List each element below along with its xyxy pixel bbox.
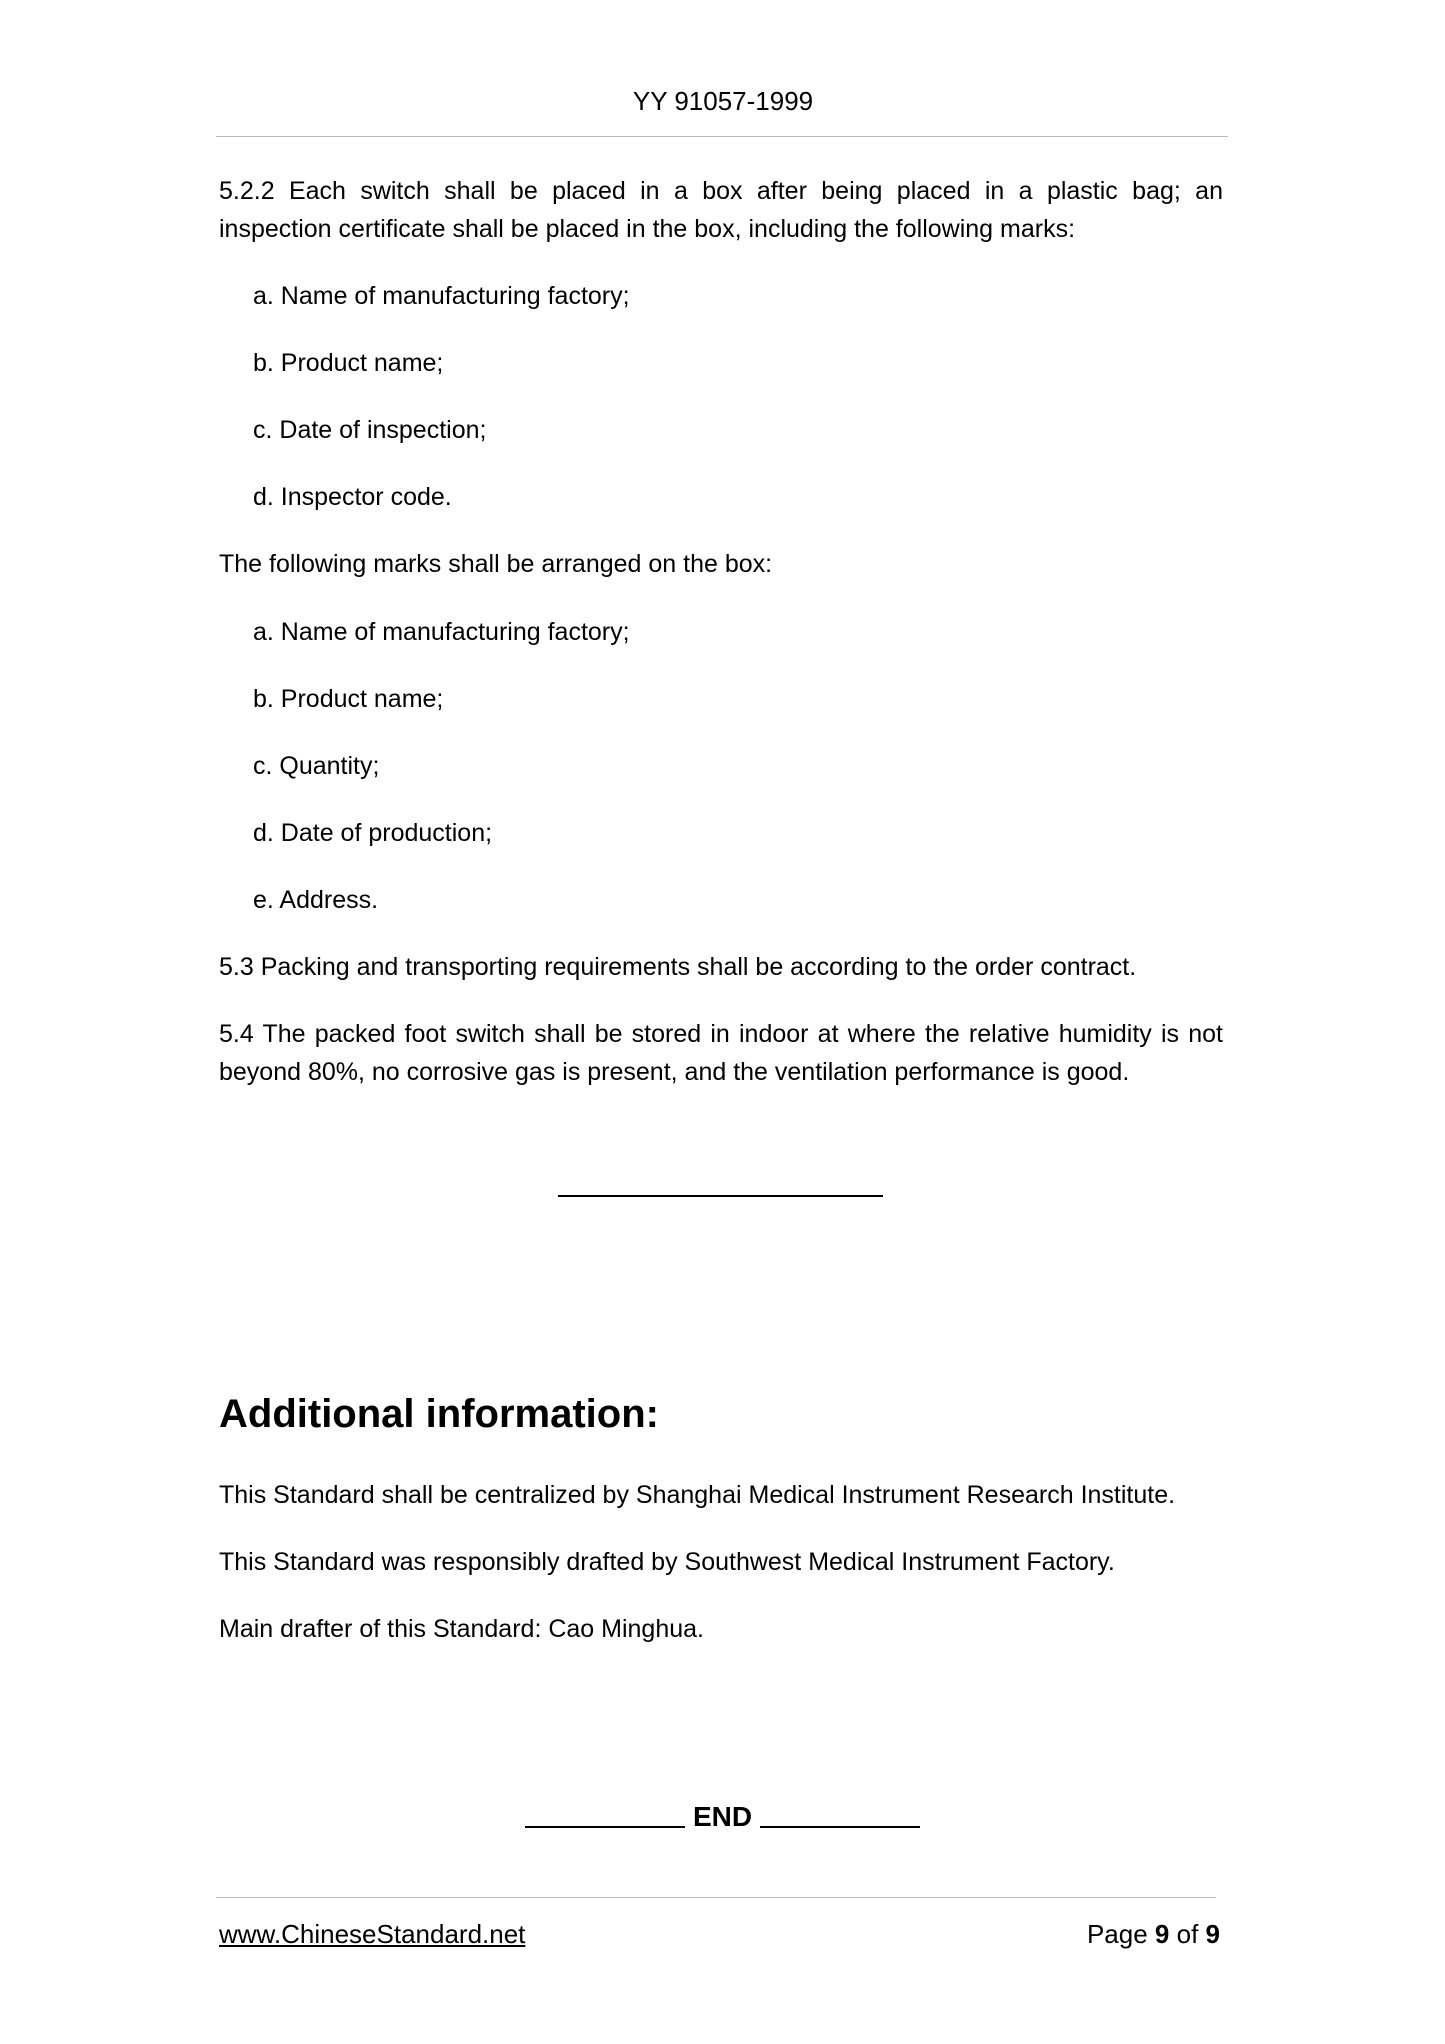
certificate-mark-item: d. Inspector code. bbox=[253, 483, 452, 511]
paragraph-5-3: 5.3 Packing and transporting requirements shall be according to the order contract. bbox=[219, 953, 1137, 981]
website-link[interactable]: www.ChineseStandard.net bbox=[219, 1919, 526, 1949]
box-mark-item: e. Address. bbox=[253, 886, 379, 914]
page-header-standard-code: YY 91057-1999 bbox=[632, 86, 814, 116]
certificate-mark-item: b. Product name; bbox=[253, 349, 444, 377]
certificate-mark-item: c. Date of inspection; bbox=[253, 416, 487, 444]
end-left-bar bbox=[525, 1826, 685, 1828]
box-mark-item: b. Product name; bbox=[253, 685, 444, 713]
page-current: 9 bbox=[1154, 1919, 1170, 1949]
end-marker bbox=[0, 1797, 1445, 1837]
header-divider bbox=[216, 136, 1228, 137]
footer-divider bbox=[216, 1897, 1216, 1898]
section-end-line bbox=[558, 1195, 883, 1197]
box-mark-item: a. Name of manufacturing factory; bbox=[253, 618, 630, 646]
paragraph-5-2-2: 5.2.2 Each switch shall be placed in a box after being placed in a plastic bag; an inspection certificate shall be placed in the box, including the following marks: bbox=[219, 177, 1223, 243]
page-prefix: Page bbox=[1086, 1919, 1148, 1949]
page-of: of bbox=[1176, 1919, 1199, 1949]
additional-information-heading: Additional information: bbox=[219, 1392, 659, 1436]
additional-info-line: Main drafter of this Standard: Cao Minghua. bbox=[219, 1615, 704, 1643]
end-label: END bbox=[692, 1801, 753, 1832]
box-marks-intro: The following marks shall be arranged on the box: bbox=[219, 550, 773, 578]
box-mark-item: c. Quantity; bbox=[253, 752, 380, 780]
page-number bbox=[1087, 1917, 1220, 1951]
certificate-mark-item: a. Name of manufacturing factory; bbox=[253, 282, 630, 310]
additional-info-line: This Standard shall be centralized by Shanghai Medical Instrument Research Institute. bbox=[219, 1481, 1176, 1509]
end-right-bar bbox=[760, 1826, 920, 1828]
page-total: 9 bbox=[1205, 1919, 1220, 1949]
box-mark-item: d. Date of production; bbox=[253, 819, 493, 847]
paragraph-5-4: 5.4 The packed foot switch shall be stored in indoor at where the relative humidity is not beyond 80%, no corrosive gas is present, and the ventilation performance is good. bbox=[219, 1020, 1223, 1086]
additional-info-line: This Standard was responsibly drafted by Southwest Medical Instrument Factory. bbox=[219, 1548, 1115, 1576]
